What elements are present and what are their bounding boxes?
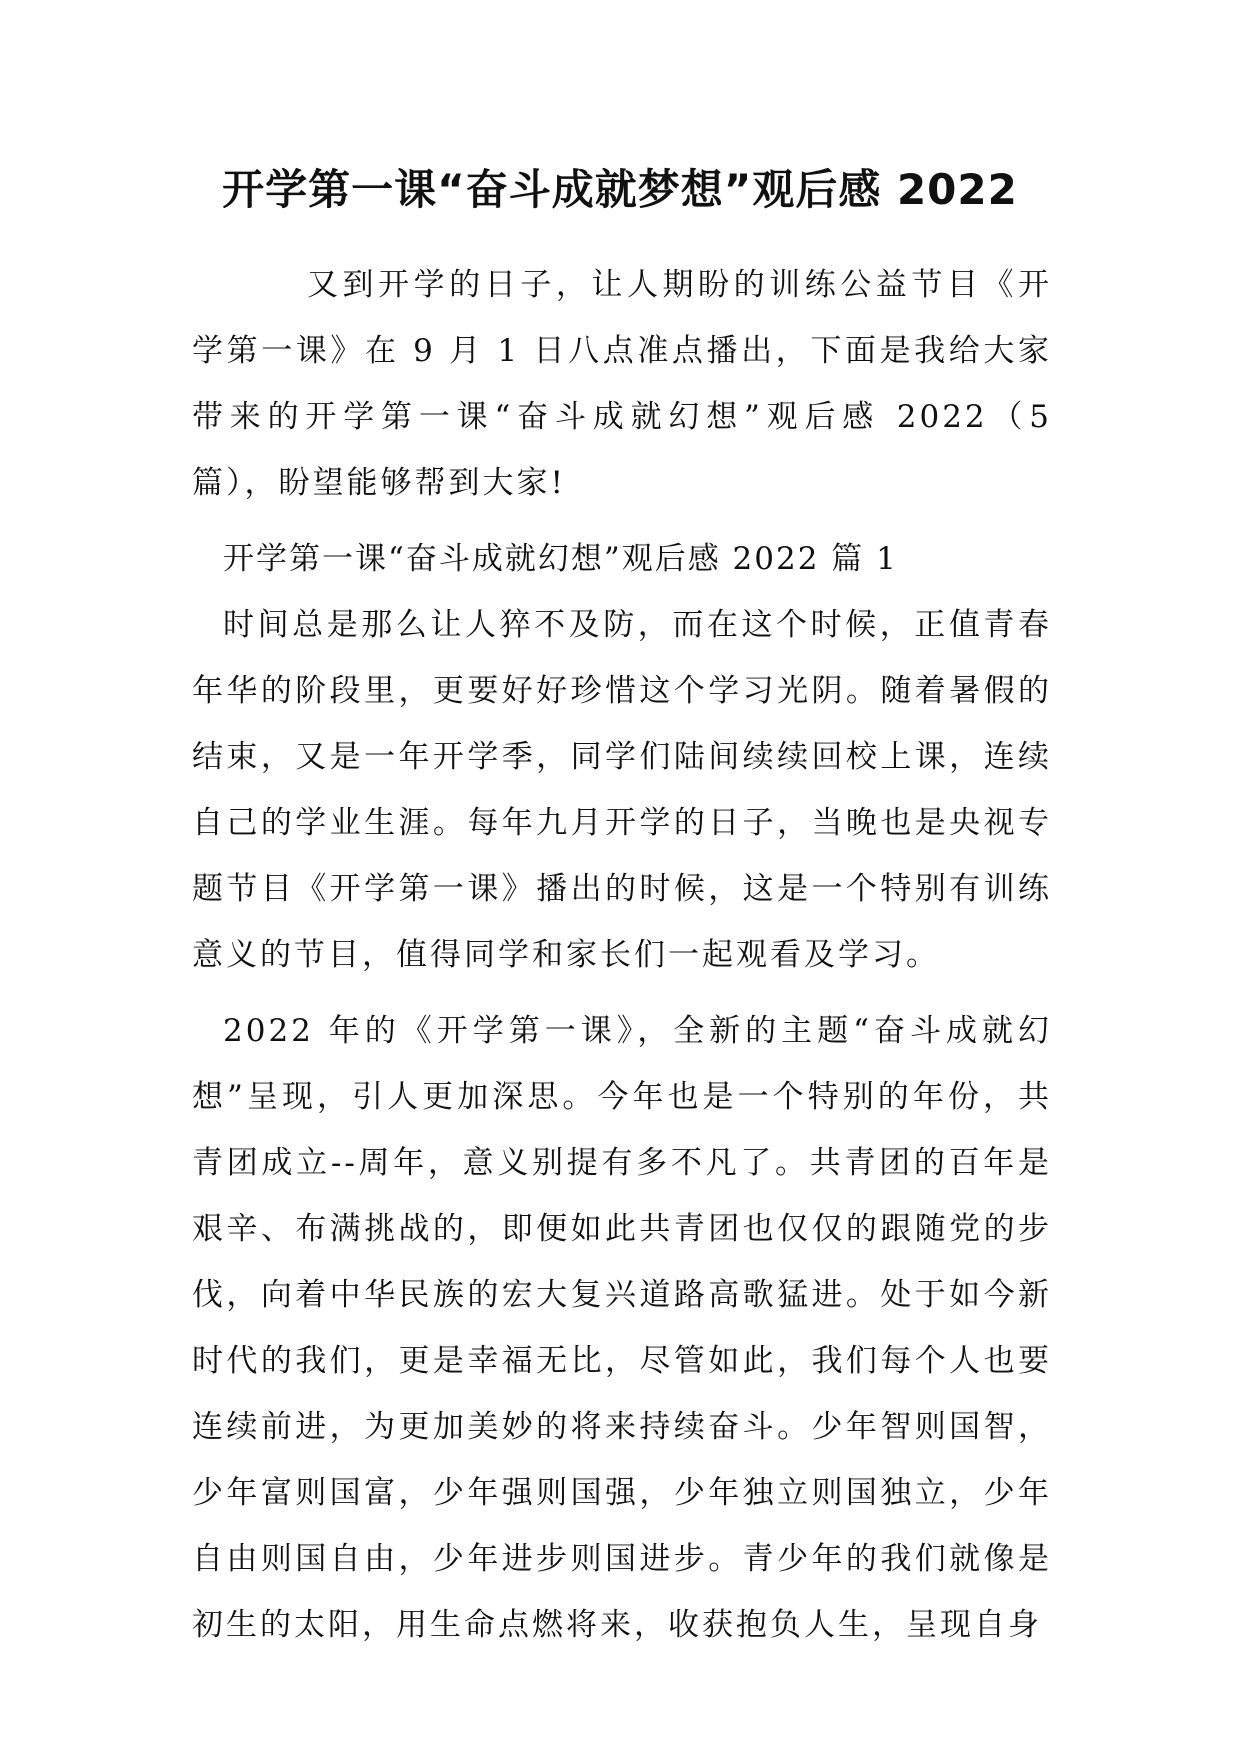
document-title: 开学第一课“奋斗成就梦想”观后感 2022	[222, 165, 1018, 214]
body-paragraph-1: 时间总是那么让人猝不及防，而在这个时候，正值青春年华的阶段里，更要好好珍惜这个学习光阴。随着暑假的结束，又是一年开学季，同学们陆间续续回校上课，连续自己的学业生涯。每年九月开学的日子，当晚也是央视专题节目《开学第一课》播出的时候，这是一个特别有训练意义的节目，值得同学和家长们一起观看及学习。	[192, 607, 1052, 973]
document-body	[192, 252, 1052, 1658]
intro-paragraph: 又到开学的日子，让人期盼的训练公益节目《开学第一课》在 9 月 1 日八点准点播出，下面是我给大家带来的开学第一课“奋斗成就幻想”观后感 2022（5 篇），盼望能够帮到大家!	[192, 267, 1052, 501]
section-heading: 开学第一课“奋斗成就幻想”观后感 2022 篇 1	[223, 541, 898, 577]
body-paragraph-2: 2022 年的《开学第一课》，全新的主题“奋斗成就幻想”呈现，引人更加深思。今年也是一个特别的年份，共青团成立--周年，意义别提有多不凡了。共青团的百年是艰辛、布满挑战的，即便如此共青团也仅仅的跟随党的步伐，向着中华民族的宏大复兴道路高歌猛进。处于如今新时代的我们，更是幸福无比，尽管如此，我们每个人也要连续前进，为更加美妙的将来持续奋斗。少年智则国智，少年富则国富，少年强则国强，少年独立则国独立，少年自由则国自由，少年进步则国进步。青少年的我们就像是初生的太阳，用生命点燃将来，收获抱负人生，呈现自身	[192, 1013, 1052, 1643]
paragraph-gap	[192, 516, 1052, 526]
paragraph-gap	[192, 988, 1052, 998]
